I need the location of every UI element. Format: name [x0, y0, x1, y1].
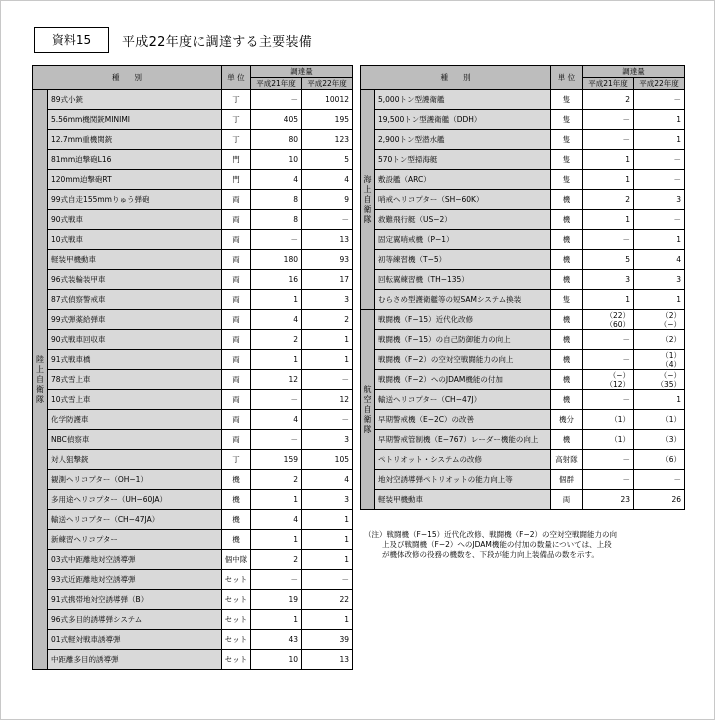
fy22-value: 3	[634, 190, 685, 210]
equipment-name: 120mm迫撃砲RT	[48, 170, 222, 190]
table-row	[361, 410, 685, 430]
fy22-value: 12	[302, 390, 353, 410]
unit-cell: セット	[222, 590, 251, 610]
table-row	[361, 350, 685, 370]
table-row	[33, 150, 353, 170]
unit-cell: 高射隊	[551, 450, 583, 470]
equipment-name: 87式偵察警戒車	[48, 290, 222, 310]
fy21-value: 4	[251, 410, 302, 430]
fy22-value: 1	[302, 610, 353, 630]
table-row	[33, 570, 353, 590]
table-row	[361, 390, 685, 410]
fy22-value: 5	[302, 150, 353, 170]
table-row	[33, 250, 353, 270]
table-row	[33, 370, 353, 390]
unit-header: 単 位	[222, 66, 251, 90]
msdf-group-label: 海上自衛隊	[363, 174, 372, 224]
unit-cell: 両	[222, 330, 251, 350]
fy21-value: 16	[251, 270, 302, 290]
fy22-value: 13	[302, 230, 353, 250]
fy22-value: （2）	[634, 330, 685, 350]
fy22-value: 10012	[302, 90, 353, 110]
fy21-value: 80	[251, 130, 302, 150]
equipment-name: 96式装輪装甲車	[48, 270, 222, 290]
equipment-name: NBC偵察車	[48, 430, 222, 450]
fy22-value: 105	[302, 450, 353, 470]
table-row	[361, 210, 685, 230]
table-row	[361, 110, 685, 130]
table-row	[33, 170, 353, 190]
fy21-value: －	[251, 430, 302, 450]
unit-cell: 隻	[551, 290, 583, 310]
fy22-value: －	[634, 90, 685, 110]
table-row	[361, 490, 685, 510]
table-row	[33, 270, 353, 290]
fy21-value: 2	[251, 550, 302, 570]
equipment-name: 救難飛行艇（US−2）	[375, 210, 551, 230]
fy21-value: －	[251, 230, 302, 250]
table-row	[33, 330, 353, 350]
fy21-value: 1	[583, 170, 634, 190]
footnote	[364, 530, 664, 560]
fy22-value: －	[302, 370, 353, 390]
fy22-value: －	[634, 210, 685, 230]
equipment-name: 93式近距離地対空誘導弾	[48, 570, 222, 590]
unit-cell: 両	[222, 290, 251, 310]
fy21-value: 180	[251, 250, 302, 270]
fy21-value: －	[583, 110, 634, 130]
table-row	[361, 150, 685, 170]
fy21-value: 1	[251, 290, 302, 310]
fy22-header: 平成22年度	[302, 78, 353, 90]
fy21-value: 2	[583, 90, 634, 110]
fy22-value: 1	[634, 290, 685, 310]
unit-cell: 隻	[551, 170, 583, 190]
unit-cell: 両	[222, 430, 251, 450]
unit-cell: 門	[222, 150, 251, 170]
unit-cell: 丁	[222, 130, 251, 150]
fy21-value: 23	[583, 490, 634, 510]
fy22-value: 1	[302, 530, 353, 550]
fy22-value: 4	[302, 170, 353, 190]
unit-cell: 隻	[551, 110, 583, 130]
unit-cell: 機	[551, 270, 583, 290]
equipment-name: 91式携帯地対空誘導弾（B）	[48, 590, 222, 610]
fy22-value: 1	[634, 130, 685, 150]
fy22-value: 3	[302, 490, 353, 510]
equipment-name: 軽装甲機動車	[375, 490, 551, 510]
fy22-value: 3	[302, 290, 353, 310]
asdf-group	[361, 310, 375, 510]
table-row	[361, 170, 685, 190]
equipment-name: 哨戒ヘリコプター（SH−60K）	[375, 190, 551, 210]
footnote-line: 上及び戦闘機（F−2）へのJDAM機能の付加の数量については、上段	[382, 540, 612, 549]
unit-cell: 機	[222, 510, 251, 530]
table-row	[361, 230, 685, 250]
equipment-name: 固定翼哨戒機（P−1）	[375, 230, 551, 250]
equipment-name: 2,900トン型潜水艦	[375, 130, 551, 150]
unit-cell: 両	[222, 210, 251, 230]
unit-cell: 両	[222, 350, 251, 370]
fy21-value: 8	[251, 210, 302, 230]
fy21-value: （1）	[583, 430, 634, 450]
fy21-value: －	[251, 570, 302, 590]
table-row	[33, 410, 353, 430]
fy21-value-upper: （22）	[605, 310, 630, 320]
fy22-value: （6）	[634, 450, 685, 470]
unit-cell: セット	[222, 610, 251, 630]
fy22-value: 4	[634, 250, 685, 270]
equipment-name: 5,000トン型護衛艦	[375, 90, 551, 110]
unit-cell: 機	[222, 490, 251, 510]
fy21-header: 平成21年度	[583, 78, 634, 90]
fy22-value: 1	[634, 230, 685, 250]
unit-cell: 丁	[222, 110, 251, 130]
type-header: 種 別	[33, 66, 222, 90]
fy21-value: 12	[251, 370, 302, 390]
table-row	[361, 370, 685, 390]
table-row	[33, 390, 353, 410]
fy21-value: 159	[251, 450, 302, 470]
equipment-name: 99式弾薬給弾車	[48, 310, 222, 330]
fy22-value: 4	[302, 470, 353, 490]
table-row	[361, 270, 685, 290]
equipment-name: 89式小銃	[48, 90, 222, 110]
unit-cell: 両	[222, 250, 251, 270]
equipment-name: 早期警戒管制機（E−767）レーダー機能の向上	[375, 430, 551, 450]
unit-cell: 機分	[551, 410, 583, 430]
table-row	[361, 90, 685, 110]
fy21-value: 1	[251, 530, 302, 550]
table-row	[33, 590, 353, 610]
unit-cell: セット	[222, 630, 251, 650]
table-row	[361, 310, 685, 330]
table-row	[361, 130, 685, 150]
fy22-value: 93	[302, 250, 353, 270]
document-label: 資料15	[34, 27, 109, 53]
fy21-value: －	[583, 350, 634, 370]
equipment-name: ペトリオット・システムの改修	[375, 450, 551, 470]
unit-cell: 両	[551, 490, 583, 510]
unit-cell: 機	[551, 210, 583, 230]
equipment-name: むらさめ型護衛艦等の短SAMシステム換装	[375, 290, 551, 310]
equipment-name: 対人狙撃銃	[48, 450, 222, 470]
table-row	[361, 470, 685, 490]
fy21-value: －	[583, 450, 634, 470]
fy21-header: 平成21年度	[251, 78, 302, 90]
unit-cell: 機	[551, 310, 583, 330]
fy21-value: 10	[251, 150, 302, 170]
unit-cell: 丁	[222, 450, 251, 470]
fy21-value	[583, 310, 634, 330]
unit-cell: 両	[222, 230, 251, 250]
fy22-value: 9	[302, 190, 353, 210]
unit-cell: 両	[222, 370, 251, 390]
equipment-name: 化学防護車	[48, 410, 222, 430]
fy21-value: －	[251, 390, 302, 410]
unit-cell: 両	[222, 410, 251, 430]
fy22-value-upper: （2）	[661, 310, 681, 320]
fy21-value: 19	[251, 590, 302, 610]
fy21-value: －	[583, 390, 634, 410]
table-row	[33, 510, 353, 530]
fy21-value: －	[583, 130, 634, 150]
table-row	[33, 190, 353, 210]
table-row	[33, 610, 353, 630]
fy22-value: －	[302, 410, 353, 430]
fy21-value: 405	[251, 110, 302, 130]
fy22-value-upper: （−）	[659, 370, 681, 380]
fy21-value: －	[583, 230, 634, 250]
table-row	[33, 650, 353, 670]
fy21-value: 8	[251, 190, 302, 210]
unit-cell: 隻	[551, 130, 583, 150]
fy22-value: －	[302, 570, 353, 590]
equipment-name: 敷設艦（ARC）	[375, 170, 551, 190]
equipment-name: 10式雪上車	[48, 390, 222, 410]
fy22-value: 195	[302, 110, 353, 130]
table-row	[33, 490, 353, 510]
fy21-value: 4	[251, 170, 302, 190]
equipment-name: 輸送ヘリコプター（CH−47JA）	[48, 510, 222, 530]
table-row	[33, 230, 353, 250]
equipment-name: 96式多目的誘導弾システム	[48, 610, 222, 630]
fy21-value: 1	[251, 610, 302, 630]
right-equipment-table	[360, 65, 685, 510]
table-row	[33, 470, 353, 490]
fy21-value: －	[583, 330, 634, 350]
left-equipment-table	[32, 65, 353, 670]
equipment-name: 輸送ヘリコプター（CH−47J）	[375, 390, 551, 410]
equipment-name: 90式戦車	[48, 210, 222, 230]
equipment-name: 戦闘機（F−15）の自己防御能力の向上	[375, 330, 551, 350]
fy21-value: 3	[583, 270, 634, 290]
fy22-header: 平成22年度	[634, 78, 685, 90]
unit-cell: 両	[222, 310, 251, 330]
table-row	[33, 550, 353, 570]
equipment-name: 03式中距離地対空誘導弾	[48, 550, 222, 570]
fy21-value: 10	[251, 650, 302, 670]
equipment-name: 多用途ヘリコプター（UH−60JA）	[48, 490, 222, 510]
unit-cell: 丁	[222, 90, 251, 110]
fy22-value: －	[634, 150, 685, 170]
table-row	[361, 430, 685, 450]
equipment-name: 戦闘機（F−2）へのJDAM機能の付加	[375, 370, 551, 390]
fy21-value: －	[583, 470, 634, 490]
equipment-name: 91式戦車橋	[48, 350, 222, 370]
fy21-value-lower: （60）	[605, 319, 630, 329]
table-row	[33, 450, 353, 470]
fy22-value: 1	[302, 330, 353, 350]
equipment-name: 81mm迫撃砲L16	[48, 150, 222, 170]
fy22-value: 3	[634, 270, 685, 290]
unit-cell: 隻	[551, 150, 583, 170]
equipment-name: 78式雪上車	[48, 370, 222, 390]
table-row	[361, 450, 685, 470]
unit-cell: 両	[222, 190, 251, 210]
fy21-value: －	[251, 90, 302, 110]
unit-cell: 機	[551, 330, 583, 350]
unit-cell: 隻	[551, 90, 583, 110]
table-row	[361, 290, 685, 310]
fy22-value: 17	[302, 270, 353, 290]
asdf-group-label: 航空自衛隊	[363, 384, 372, 434]
fy22-value	[634, 370, 685, 390]
fy21-value: 4	[251, 310, 302, 330]
fy21-value: 2	[251, 330, 302, 350]
table-row	[33, 630, 353, 650]
table-row	[33, 310, 353, 330]
fy22-value: 123	[302, 130, 353, 150]
unit-cell: 個中隊	[222, 550, 251, 570]
fy22-value: 22	[302, 590, 353, 610]
fy22-value: （1）	[634, 410, 685, 430]
unit-cell: セット	[222, 570, 251, 590]
fy21-value: （1）	[583, 410, 634, 430]
fy21-value-upper: （−）	[608, 370, 630, 380]
fy21-value: 1	[583, 150, 634, 170]
fy22-value: 1	[302, 510, 353, 530]
equipment-name: 戦闘機（F−2）の空対空戦闘能力の向上	[375, 350, 551, 370]
unit-cell: 機	[222, 470, 251, 490]
fy22-value: －	[634, 170, 685, 190]
fy22-value: 1	[634, 110, 685, 130]
fy21-value: 43	[251, 630, 302, 650]
unit-cell: 両	[222, 270, 251, 290]
unit-cell: 門	[222, 170, 251, 190]
fy22-value: 1	[302, 350, 353, 370]
table-row	[33, 210, 353, 230]
equipment-name: 新練習ヘリコプター	[48, 530, 222, 550]
table-row	[361, 190, 685, 210]
equipment-name: 中距離多目的誘導弾	[48, 650, 222, 670]
gsdf-group-label: 陸上自衛隊	[36, 354, 44, 404]
fy21-value-lower: （12）	[605, 379, 630, 389]
fy21-value: 1	[251, 490, 302, 510]
table-row	[33, 130, 353, 150]
unit-cell: 機	[551, 230, 583, 250]
unit-cell: 機	[551, 430, 583, 450]
fy22-value-upper: （1）	[661, 350, 681, 360]
fy21-value: 5	[583, 250, 634, 270]
type-header: 種 別	[361, 66, 551, 90]
table-row	[33, 430, 353, 450]
unit-cell: 機	[551, 190, 583, 210]
table-row	[361, 330, 685, 350]
unit-header: 単 位	[551, 66, 583, 90]
equipment-name: 99式自走155mmりゅう弾砲	[48, 190, 222, 210]
unit-cell: 機	[551, 350, 583, 370]
unit-cell: 機	[222, 530, 251, 550]
fy22-value: 39	[302, 630, 353, 650]
equipment-name: 5.56mm機関銃MINIMI	[48, 110, 222, 130]
table-row	[33, 350, 353, 370]
unit-cell: 両	[222, 390, 251, 410]
unit-cell: 個群	[551, 470, 583, 490]
equipment-name: 地対空誘導弾ペトリオットの能力向上等	[375, 470, 551, 490]
page-title: 平成22年度に調達する主要装備	[122, 35, 313, 50]
msdf-group	[361, 90, 375, 310]
fy21-value: 4	[251, 510, 302, 530]
fy21-value	[583, 370, 634, 390]
fy22-value: 1	[634, 390, 685, 410]
equipment-name: 早期警戒機（E−2C）の改善	[375, 410, 551, 430]
fy22-value: 1	[302, 550, 353, 570]
fy21-value: 1	[583, 210, 634, 230]
table-row	[33, 90, 353, 110]
fy22-value	[634, 350, 685, 370]
fy22-value: （3）	[634, 430, 685, 450]
table-row	[33, 110, 353, 130]
equipment-name: 戦闘機（F−15）近代化改修	[375, 310, 551, 330]
fy22-value	[634, 310, 685, 330]
fy21-value: 1	[583, 290, 634, 310]
unit-cell: 機	[551, 250, 583, 270]
table-row	[33, 290, 353, 310]
unit-cell: 機	[551, 390, 583, 410]
table-row	[361, 250, 685, 270]
fy21-value: 2	[583, 190, 634, 210]
fy22-value: 2	[302, 310, 353, 330]
fy22-value-lower: （−）	[659, 319, 681, 329]
fy22-value: 26	[634, 490, 685, 510]
equipment-name: 570トン型掃海艇	[375, 150, 551, 170]
equipment-name: 観測ヘリコプター（OH−1）	[48, 470, 222, 490]
gsdf-group	[33, 90, 48, 670]
equipment-name: 12.7mm重機関銃	[48, 130, 222, 150]
equipment-name: 回転翼練習機（TH−135）	[375, 270, 551, 290]
fy22-value: －	[634, 470, 685, 490]
equipment-name: 01式軽対戦車誘導弾	[48, 630, 222, 650]
equipment-name: 90式戦車回収車	[48, 330, 222, 350]
unit-cell: 機	[551, 370, 583, 390]
fy22-value-lower: （35）	[656, 379, 681, 389]
fy21-value: 1	[251, 350, 302, 370]
equipment-name: 初等練習機（T−5）	[375, 250, 551, 270]
footnote-line: （注）戦闘機（F−15）近代化改修、戦闘機（F−2）の空対空戦闘能力の向	[364, 530, 618, 539]
fy22-value: －	[302, 210, 353, 230]
procurement-header: 調達量	[251, 66, 353, 78]
equipment-name: 軽装甲機動車	[48, 250, 222, 270]
fy22-value: 3	[302, 430, 353, 450]
fy22-value: 13	[302, 650, 353, 670]
equipment-name: 19,500トン型護衛艦（DDH）	[375, 110, 551, 130]
unit-cell: セット	[222, 650, 251, 670]
table-row	[33, 530, 353, 550]
fy22-value-lower: （4）	[661, 359, 681, 369]
fy21-value: 2	[251, 470, 302, 490]
procurement-header: 調達量	[583, 66, 685, 78]
footnote-line: が機体改修の役務の機数を、下段が能力向上装備品の数を示す。	[382, 550, 599, 559]
equipment-name: 10式戦車	[48, 230, 222, 250]
